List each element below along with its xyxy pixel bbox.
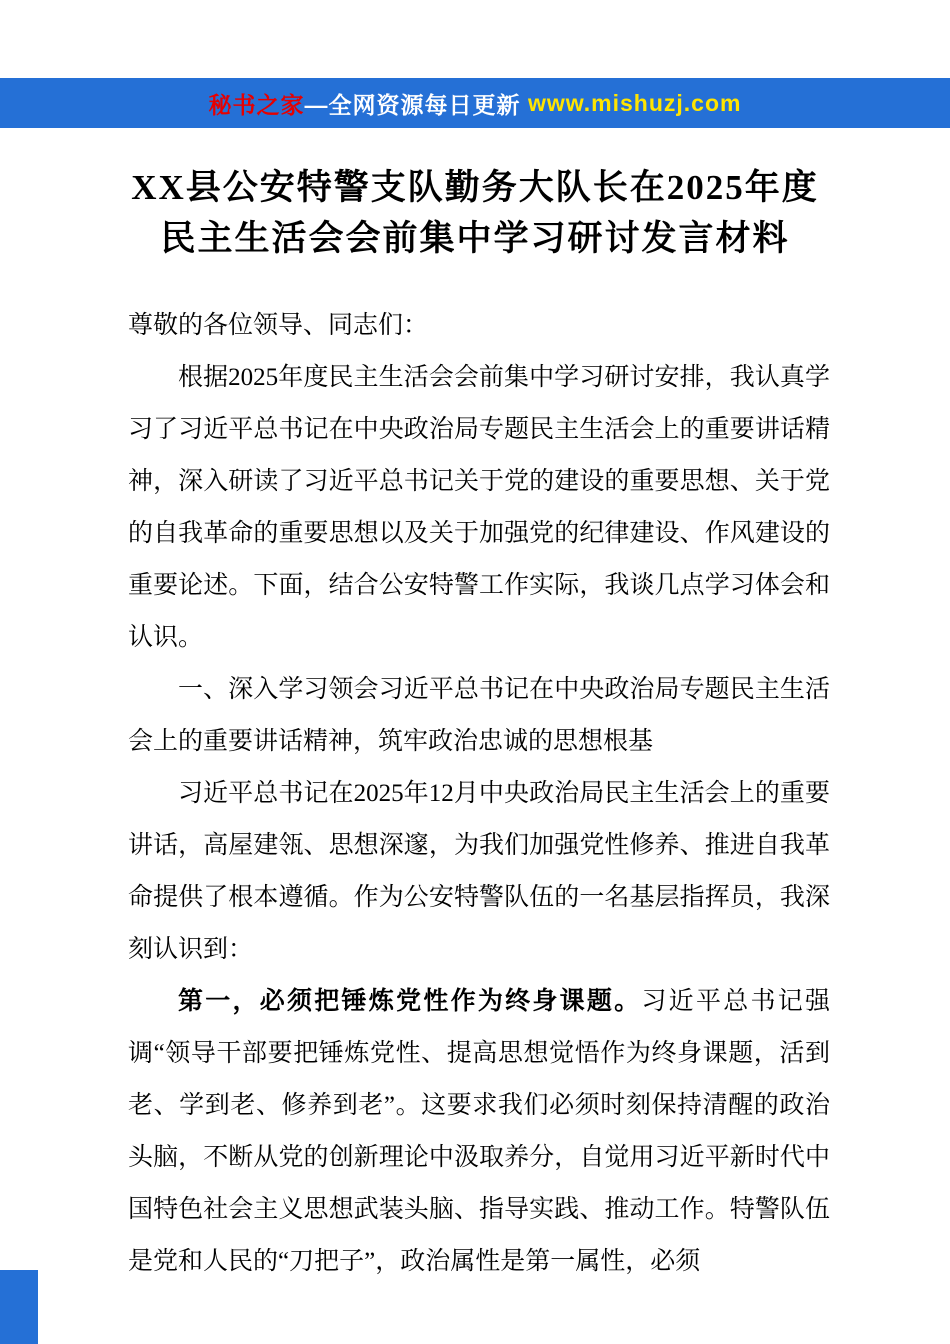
paragraph-run: 习近平总书记强调“领导干部要把锤炼党性、提高思想觉悟作为终身课题，活到老、学到老、修养到老”。这要求我们必须时刻保持清醒的政治头脑，不断从党的创新理论中汲取养分，自觉用习近平新时代中国特色社会主义思想武装头脑、指导实践、推动工作。特警队伍是党和人民的“刀把子”，政治属性是第一属性，必须 bbox=[128, 988, 830, 1275]
document-title-line-2: 民主生活会会前集中学习研讨发言材料 bbox=[160, 219, 790, 258]
document-title bbox=[60, 162, 890, 264]
paragraph-run-bold: 第一，必须把锤炼党性作为终身课题。 bbox=[178, 988, 642, 1015]
page-header bbox=[0, 78, 950, 128]
document-body bbox=[128, 300, 830, 1288]
paragraph bbox=[128, 352, 830, 664]
paragraph bbox=[128, 300, 830, 352]
site-brand: 秘书之家 bbox=[208, 91, 305, 118]
paragraph-run: 尊敬的各位领导、同志们： bbox=[128, 312, 429, 339]
paragraph-run: 习近平总书记在2025年12月中央政治局民主生活会上的重要讲话，高屋建瓴、思想深邃，为我们加强党性修养、推进自我革命提供了根本遵循。作为公安特警队伍的一名基层指挥员，我深刻认识到： bbox=[128, 780, 830, 963]
paragraph-run: 一、深入学习领会习近平总书记在中央政治局专题民主生活会上的重要讲话精神，筑牢政治忠诚的思想根基 bbox=[128, 676, 830, 755]
paragraph-run: 根据2025年度民主生活会会前集中学习研讨安排，我认真学习了习近平总书记在中央政治局专题民主生活会上的重要讲话精神，深入研读了习近平总书记关于党的建设的重要思想、关于党的自我革命的重要思想以及关于加强党的纪律建设、作风建设的重要论述。下面，结合公安特警工作实际，我谈几点学习体会和认识。 bbox=[128, 364, 830, 651]
paragraph bbox=[128, 768, 830, 976]
document-title-line-1: XX县公安特警支队勤务大队长在2025年度 bbox=[131, 168, 819, 207]
paragraph bbox=[128, 976, 830, 1288]
site-url[interactable]: www.mishuzj.com bbox=[527, 89, 742, 116]
page-corner-decoration bbox=[0, 1270, 38, 1344]
paragraph bbox=[128, 664, 830, 768]
site-tagline: —全网资源每日更新 bbox=[304, 91, 528, 118]
